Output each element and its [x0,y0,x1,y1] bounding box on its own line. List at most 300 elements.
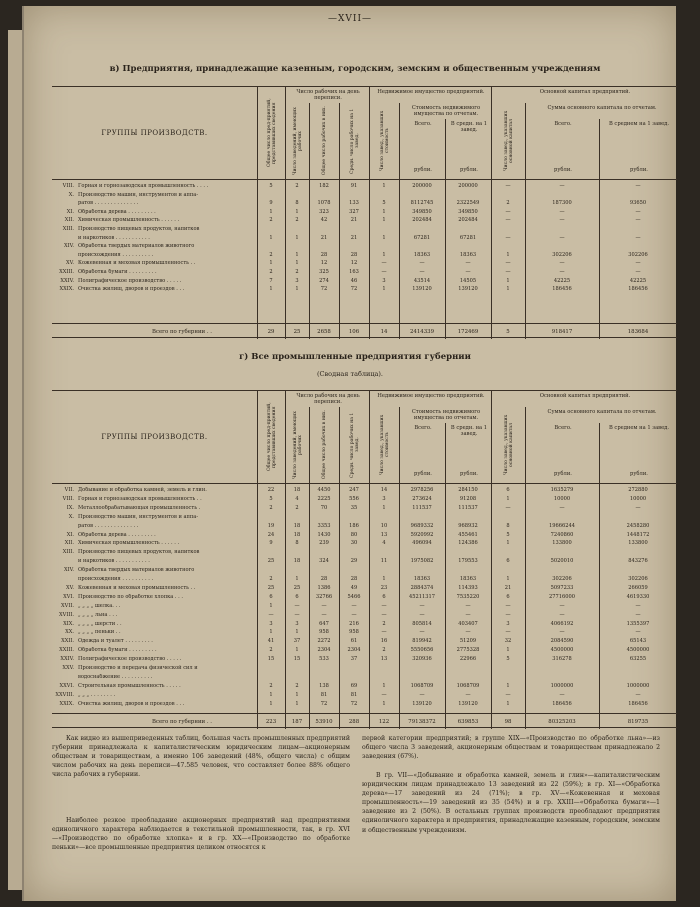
cell-value: 182 [319,183,329,189]
row-label: водоснабжение . . . . . . . . . . [78,673,153,680]
total-enterprises-header [257,391,286,483]
cell-value: — [505,602,511,609]
cell-value: 1 [382,286,386,293]
cell-value: — [381,611,387,618]
cell-value: 302206 [628,576,648,582]
cell-value: 45211317 [409,593,435,600]
cell-value: 4066192 [550,620,574,627]
cell-value: — [351,611,357,618]
row-label: Обработка дерева . . . . . . . . . [78,208,156,215]
cell-value: 2 [269,269,273,275]
capital-col1-header [491,103,526,179]
cell-value: 11 [380,558,388,565]
row-label: происхождения . . . . . . . . . . [78,251,154,258]
table-header [52,87,677,180]
row-label: Производство пищевых продуктов, напитков [78,549,200,556]
table-row [52,567,677,575]
cell-value: 1 [382,700,386,707]
paragraph-right-1: первой категории предприятий; в группе XIX—«Производство по обработке льна»—из общего числа 3 заведений, акционерным обществам и товариществам принадлежало 2 заведения (67%). [362,735,660,761]
table-row [52,209,677,217]
cell-value: 266059 [628,584,648,591]
cell-value: 111537 [458,504,478,511]
row-label: Производство машин, инструментов и аппа- [78,191,199,198]
cell-value: — [635,260,641,267]
cell-value: 8 [295,540,299,547]
workers-col3-header-text: Средн. число рабочих на 1 завед. [349,108,360,174]
row-label: Горная и горнозаводская промышленность . . [78,495,202,502]
total-value: 122 [378,719,390,725]
row-label: Кожевенная и меховая промышленность . . [78,260,196,267]
cell-value: 9 [269,540,273,547]
cell-value: 93650 [629,200,647,207]
cell-value: 1430 [317,531,331,538]
total-value: 288 [348,719,360,725]
row-label: „ „ „ „ льна . . . [78,611,118,618]
cell-value: 42 [320,217,328,224]
row-group-number: XI. [66,531,74,538]
cell-value: 32766 [315,593,333,600]
row-label: Металлообрабатывающая промышленность . [78,504,201,511]
table-row [52,674,677,682]
cell-value: — [505,208,511,215]
cell-value: 327 [349,208,359,215]
cell-value: 6 [295,593,299,600]
row-label: Полиграфическое производство . . . . . [78,656,182,663]
table-row [52,540,677,548]
cell-value: 67281 [413,234,431,241]
capital-group-header: Основной капитал предприятий. [491,391,678,410]
cell-value: 13 [380,656,388,663]
row-label: ратов . . . . . . . . . . . . . . [78,200,139,207]
row-group-number: XXIX. [59,700,74,707]
workers-col1-header-text: Число заведений, имеющих рабочих [292,107,303,175]
cell-value: 1068709 [410,682,434,689]
total-row [52,323,677,340]
row-label: Очистка жилищ, дворов и проездов . . . [78,286,185,293]
cell-value: 2 [269,217,273,224]
row-label: Производство и передача физической сил и [78,665,198,671]
cell-value: 9 [269,200,273,207]
cell-value: 42225 [553,277,571,284]
cell-value: 18363 [413,251,431,258]
cell-value: 10000 [553,495,571,502]
cell-value: 1 [506,286,510,293]
cell-value: 1068709 [456,682,480,689]
cell-value: 14 [380,487,388,493]
cell-value: 2 [382,647,386,654]
cell-value: 19666244 [549,522,575,529]
cell-value: 1 [382,576,386,582]
row-group-number: XXII. [61,638,74,645]
workers-group-header: Число рабочих на день переписи. [285,391,370,410]
table-row [52,496,677,504]
cell-value: — [321,611,327,618]
row-group-number: XXIX. [59,286,74,293]
total-enterprises-header-text: Общее число пред-приятий, представивших сведения [266,402,277,472]
cell-value: 8 [506,522,510,529]
cell-value: 9689332 [410,522,434,529]
row-group-number: XVII. [61,602,74,609]
table-header [52,391,677,484]
table-row [52,576,677,584]
cell-value: 1 [506,540,510,547]
cell-value: 124386 [458,540,478,547]
cell-value: 65143 [629,638,647,645]
cell-value: 302206 [552,251,572,258]
cell-value: 1 [382,183,386,189]
cell-value: — [635,629,641,636]
cell-value: 2225 [317,495,331,502]
cell-value: 6 [382,593,386,600]
cell-value: — [381,691,387,698]
cell-value: 1 [269,234,273,241]
cell-value: 138 [319,682,329,689]
cell-value: 324 [319,558,329,565]
cell-value: — [635,602,641,609]
row-group-number: XX. [65,629,74,636]
cell-value: — [465,691,471,698]
cell-value: — [635,504,641,511]
cell-value: 2 [382,620,386,627]
row-group-number: VIII. [62,495,74,502]
cell-value: 91 [350,183,358,189]
cell-value: — [635,183,641,189]
cell-value: 139120 [458,286,478,293]
cell-value: 4 [382,540,386,547]
cell-value: 14505 [459,277,477,284]
cell-value: 63255 [629,656,647,663]
cell-value: — [505,217,511,224]
cell-value: — [505,504,511,511]
cell-value: 403407 [458,620,478,627]
cell-value: 843276 [628,558,648,565]
cell-value: — [381,629,387,636]
property-group-header: Недвижимое имущество предприятий. [369,87,492,106]
cell-value: — [559,691,565,698]
cell-value: 325 [319,269,329,275]
property-col1-header [369,103,400,179]
row-group-number: XXIV. [60,277,74,284]
capital-group-header: Основной капитал предприятий. [491,87,678,106]
property-sub-header: Стоимость недвижимого имущества по отчетам. [399,103,492,122]
cell-value: 2978256 [410,487,434,493]
row-label: Обработка твердых материалов животного [78,243,195,250]
row-label: Строительная промышленность . . . . . [78,682,181,689]
total-value: 819735 [627,719,649,725]
cell-value: — [419,611,425,618]
table-row [52,278,677,286]
cell-value: 4 [295,495,299,502]
cell-value: 133 [349,200,359,207]
cell-value: 37 [293,638,301,645]
cell-value: 1 [269,629,273,636]
row-group-number: X. [68,513,74,520]
cell-value: 819942 [412,638,432,645]
cell-value: 69 [350,682,358,689]
cell-value: 2458280 [626,522,650,529]
cell-value: 15 [267,656,275,663]
property-col1-header-text: Число завед., указавших стоимость [379,110,390,172]
table-row [52,523,677,531]
cell-value: — [635,234,641,241]
cell-value: 28 [350,251,358,258]
cell-value: 216 [349,620,359,627]
cell-value: 32 [504,638,512,645]
cell-value: 1000000 [550,682,574,689]
cell-value: 21 [320,234,328,241]
cell-value: — [465,602,471,609]
paragraph-left-1: Как видно из вышеприведенных таблиц, большая часть промышленных предприятий губернии принадлежала к капиталистическим юридическим лицам—акционерным обществам и товариществам, а именно 106 заведений (48%, общего числа) с общим числом рабочих на день переписи—47.585 человек, что составляет более 88% общего числа рабочих в губернии. [52,735,350,779]
total-value: 53910 [315,719,333,725]
capital-col1-header-text: Число завед., указавших основной капитал [503,414,514,476]
cell-value: 7240860 [550,531,574,538]
cell-value: 958 [319,629,329,636]
table-row [52,243,677,251]
cell-value: — [559,269,565,275]
cell-value: 5020010 [550,558,574,565]
cell-value: 2 [269,576,273,582]
cell-value: 272880 [628,487,648,493]
cell-value: 1 [295,286,299,293]
cell-value: 5466 [347,593,361,600]
cell-value: 1 [295,234,299,241]
cell-value: 4500000 [626,647,650,654]
row-label: Производство пищевых продуктов, напитков [78,226,200,232]
cell-value: — [419,602,425,609]
cell-value: 2 [295,682,299,689]
cell-value: — [559,504,565,511]
cell-value: 320936 [412,656,432,663]
cell-value: 5920992 [410,531,434,538]
cell-value: 533 [319,656,329,663]
cell-value: — [465,260,471,267]
workers-group-header: Число рабочих на день переписи. [285,87,370,106]
capital-sub-header: Сумма основного капитала по отчетам. [525,407,678,426]
row-label: Полиграфическое производство . . . . . [78,277,182,284]
property-sub-header: Стоимость недвижимого имущества по отчетам. [399,407,492,426]
cell-value: 80 [350,531,358,538]
cell-value: — [465,611,471,618]
cell-value: 81 [320,691,328,698]
row-group-number: XIX. [63,620,74,627]
table-row [52,514,677,522]
table-row [52,200,677,208]
cell-value: 1355397 [626,620,650,627]
cell-value: 1386 [317,584,331,591]
cell-value: 1 [506,251,510,258]
cell-value: — [559,629,565,636]
cell-value: 27716000 [549,593,575,600]
cell-value: 28 [320,576,328,582]
table-row [52,621,677,629]
total-label: Всего по губернии . . [151,329,213,335]
cell-value: — [351,602,357,609]
table-state-enterprises [52,86,677,338]
cell-value: 25 [267,584,275,591]
section-g-title: г) Все промышленные предприятия губернии [239,352,471,362]
table-row [52,629,677,637]
cell-value: 12 [320,260,328,267]
table-row [52,701,677,709]
workers-col1-header [285,407,310,483]
row-label: и наркотиков . . . . . . . . . . . [78,558,150,565]
cell-value: 186456 [628,286,648,293]
row-group-number: X. [68,191,74,198]
cell-value: 16 [380,638,388,645]
cell-value: 61 [350,638,358,645]
cell-value: — [635,691,641,698]
cell-value: 6 [506,487,510,493]
cell-value: 29 [350,558,358,565]
groups-header: ГРУППЫ ПРОИЗВОДСТВ. [52,87,258,179]
cell-value: 139120 [412,700,432,707]
cell-value: 186 [349,522,359,529]
cell-value: 46 [350,277,358,284]
cell-value: 2272 [317,638,331,645]
cell-value: — [559,602,565,609]
cell-value: 316278 [552,656,572,663]
cell-value: 41 [267,638,275,645]
cell-value: 10 [380,522,388,529]
cell-value: 5 [269,495,273,502]
total-label: Всего по губернии . . [151,719,213,725]
cell-value: 179553 [458,558,478,565]
cell-value: 3 [295,277,299,284]
cell-value: 28 [320,251,328,258]
cell-value: 4450 [317,487,331,493]
cell-value: 72 [350,286,358,293]
cell-value: — [635,217,641,224]
row-group-number: XIII. [62,549,74,556]
table-row [52,226,677,234]
cell-value: 2 [269,647,273,654]
total-enterprises-header-text: Общее число пред-приятий, представивших сведения [266,98,277,168]
cell-value: 239 [319,540,329,547]
cell-value: 2 [506,200,510,207]
cell-value: 15 [293,656,301,663]
property-group-header: Недвижимое имущество предприятий. [369,391,492,410]
row-group-number: XXIII. [59,647,74,654]
cell-value: 18 [293,558,301,565]
cell-value: 18 [293,531,301,538]
cell-value: 1 [506,576,510,582]
cell-value: — [321,602,327,609]
row-label: „ „ „ . . . . . . . . [78,691,116,698]
cell-value: 25 [293,584,301,591]
row-label: Производство машин, инструментов и аппа- [78,513,199,520]
cell-value: 2 [295,504,299,511]
cell-value: 1 [269,208,273,215]
cell-value: — [505,234,511,241]
total-value: 172469 [457,329,479,335]
book-spine-edge [8,30,22,890]
cell-value: — [294,611,300,618]
total-value: 25 [293,329,301,335]
cell-value: 3 [506,620,510,627]
cell-value: 18363 [459,251,477,258]
row-group-number: VII. [64,487,74,493]
workers-col3-header [339,407,370,483]
row-label: происхождения . . . . . . . . . . [78,576,154,582]
cell-value: 7 [269,277,273,284]
total-value: 106 [348,329,360,335]
row-label: и наркотиков . . . . . . . . . . . [78,234,150,241]
cell-value: — [381,269,387,275]
workers-col3-header-text: Средн. число рабочих на 1 завед. [349,412,360,478]
cell-value: 3 [295,620,299,627]
table-row [52,558,677,566]
capital-col2-header: Всего. [525,119,600,168]
cell-value: 5550656 [410,647,434,654]
cell-value: 18 [293,487,301,493]
total-value: 223 [265,719,277,725]
row-label: Кожевенная и меховая промышленность . . [78,584,196,591]
table-row [52,260,677,268]
row-label: Обработка бумаги . . . . . . . . . [78,647,157,654]
table-row [52,612,677,620]
property-col3-header: В средн. на 1 завед. [445,119,492,168]
cell-value: 22 [267,487,275,493]
cell-value: 200000 [458,183,478,189]
cell-value: 1 [382,251,386,258]
cell-value: 163 [349,269,359,275]
row-group-number: VIII. [62,183,74,189]
cell-value: 1 [506,277,510,284]
property-col2-header: Всего. [399,423,446,472]
cell-value: 8112745 [410,200,434,207]
cell-value: 202484 [458,217,478,224]
cell-value: — [505,183,511,189]
cell-value: — [505,260,511,267]
table-row [52,286,677,294]
cell-value: 2 [269,682,273,689]
cell-value: 455461 [458,531,478,538]
capital-col2-header: Всего. [525,423,600,472]
cell-value: — [505,629,511,636]
cell-value: — [294,602,300,609]
cell-value: 1 [382,504,386,511]
cell-value: 1 [506,495,510,502]
cell-value: — [465,269,471,275]
total-row [52,713,677,730]
cell-value: — [559,217,565,224]
cell-value: 958 [349,629,359,636]
row-label: Химическая промышленность . . . . . . [78,540,180,547]
table-row [52,532,677,540]
row-label: Горная и горнозаводская промышленность . . . . [78,183,209,189]
cell-value: 302206 [628,251,648,258]
capital-col3-header: В среднем на 1 завед. [599,423,678,472]
cell-value: 35 [350,504,358,511]
table-row [52,217,677,225]
cell-value: 2775328 [456,647,480,654]
cell-value: 1 [295,691,299,698]
cell-value: 1 [295,700,299,707]
table-row [52,638,677,646]
groups-header: ГРУППЫ ПРОИЗВОДСТВ. [52,391,258,483]
table-row [52,594,677,602]
row-group-number: XVI. [63,593,74,600]
cell-value: 111537 [412,504,432,511]
cell-value: 1 [382,208,386,215]
cell-value: 8 [295,200,299,207]
cell-value: 30 [350,540,358,547]
cell-value: 7535220 [456,593,480,600]
cell-value: 1 [506,682,510,689]
total-value: 187 [291,719,303,725]
row-group-number: XXIII. [59,269,74,275]
row-label: Добывание и обработка камней, земель и глин. [78,487,207,493]
